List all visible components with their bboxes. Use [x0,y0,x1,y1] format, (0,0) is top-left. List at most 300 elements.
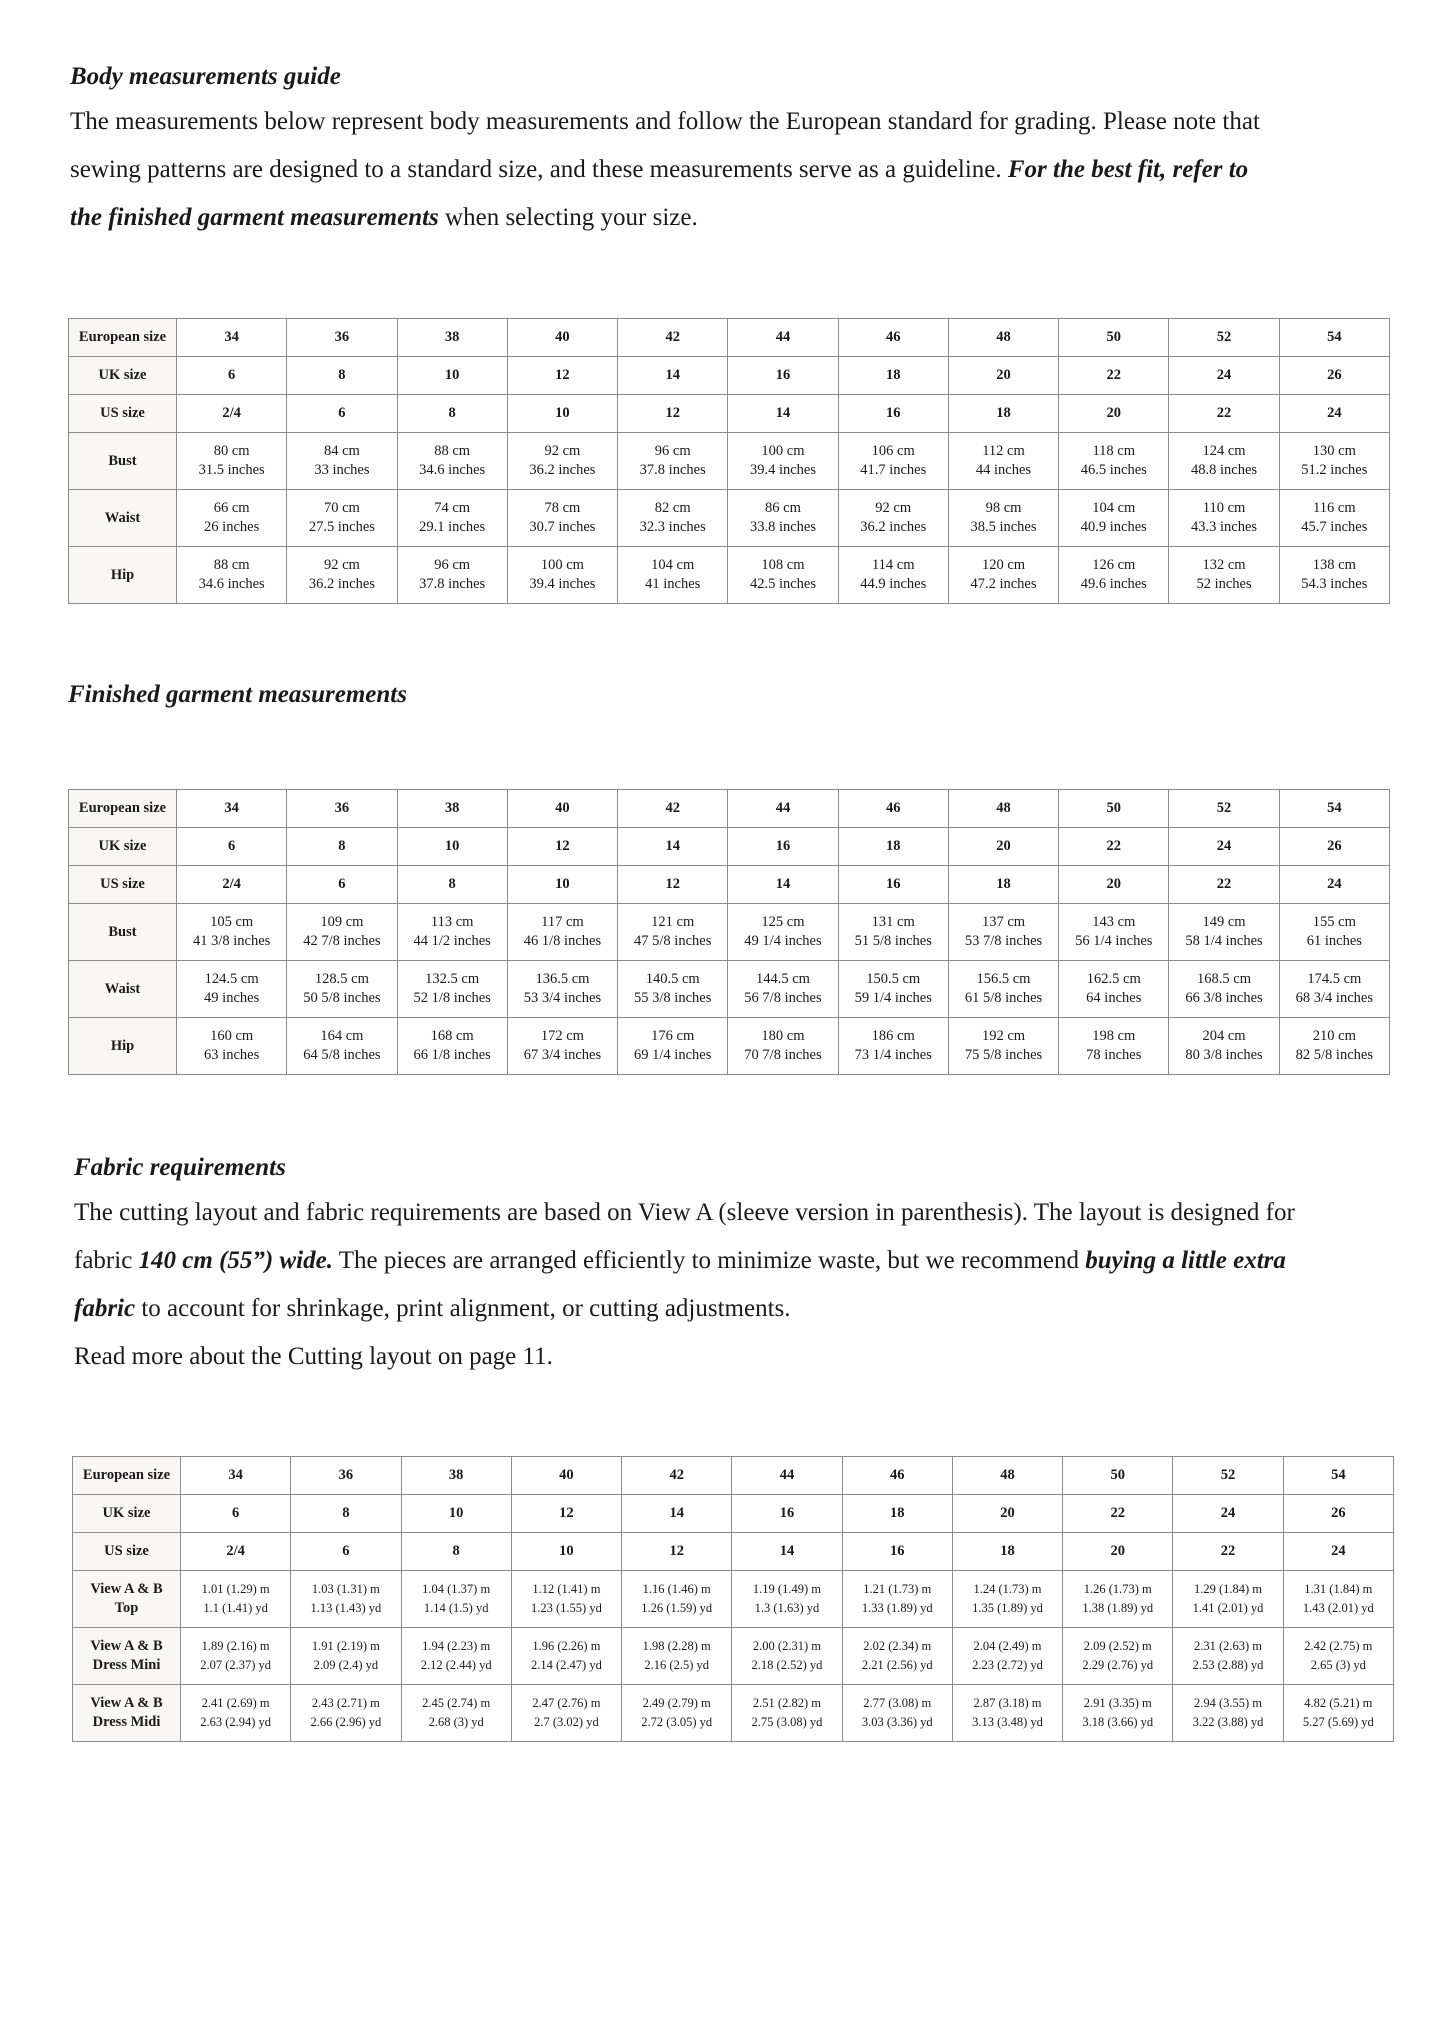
table-cell [397,961,507,1018]
table-cell [177,547,287,604]
cell-value: 144.5 cm [755,971,810,987]
table-cell [511,1495,621,1533]
table-cell [948,961,1058,1018]
body-guide-intro-line2: sewing patterns are designed to a standard size, and these measurements serve as a guideline. [70,156,1008,183]
table-cell [287,790,397,828]
cell-value: 160 cm [210,1028,254,1044]
table-cell [948,319,1058,357]
table-cell [838,395,948,433]
cell-value: 70 cm [323,500,360,516]
table-cell [1169,1018,1279,1075]
cell-value: 8 [448,405,456,421]
table-row [73,1685,1394,1742]
row-header-label: View A & B [90,1638,163,1654]
cell-value: 140.5 cm [645,971,700,987]
cell-value: 53 3/4 inches [523,990,602,1006]
cell-value: 4.82 (5.21) m [1304,1696,1373,1710]
table-cell [728,395,838,433]
table-cell [838,1018,948,1075]
row-header-label: US size [100,405,145,421]
cell-value: 124 cm [1202,443,1246,459]
cell-value: 2.75 (3.08) yd [751,1715,823,1729]
table-cell [177,790,287,828]
cell-value: 68 3/4 inches [1295,990,1373,1006]
body-guide-intro-line3-emphasis: the finished garment measurements [70,204,439,231]
table-cell [1169,547,1279,604]
cell-value: 42 [669,1467,684,1483]
cell-value: 46 [885,329,901,345]
cell-value: 128.5 cm [314,971,369,987]
cell-value: 5.27 (5.69) yd [1302,1715,1374,1729]
table-cell [397,866,507,904]
cell-value: 32.3 inches [639,519,706,535]
cell-value: 10 [444,838,460,854]
table-cell [291,1495,401,1533]
cell-value: 1.35 (1.89) yd [972,1601,1043,1615]
row-header-label: Top [114,1600,139,1616]
table-cell [177,1018,287,1075]
fabric-extra-emphasis-cont: fabric [74,1295,136,1322]
cell-value: 51.2 inches [1301,462,1368,478]
body-guide-section [70,62,1400,242]
table-row [69,319,1390,357]
cell-value: 46 1/8 inches [523,933,602,949]
table-cell [1063,1685,1173,1742]
cell-value: 20 [996,367,1011,383]
table-cell [1059,1018,1169,1075]
cell-value: 39.4 inches [529,576,596,592]
row-header [69,904,177,961]
cell-value: 48.8 inches [1191,462,1258,478]
table-cell [287,395,397,433]
cell-value: 164 cm [320,1028,364,1044]
table-cell [181,1457,291,1495]
table-cell [838,490,948,547]
cell-value: 36.2 inches [860,519,927,535]
table-cell [732,1685,842,1742]
table-cell [622,1628,732,1685]
cell-value: 42 [665,800,680,816]
cell-value: 66 1/8 inches [413,1047,491,1063]
table-cell [177,357,287,395]
table-cell [728,433,838,490]
cell-value: 18 [996,405,1011,421]
cell-value: 58 1/4 inches [1185,933,1263,949]
cell-value: 2/4 [222,405,241,421]
table-cell [838,790,948,828]
table-cell [728,490,838,547]
cell-value: 8 [342,1505,350,1521]
table-row [69,866,1390,904]
cell-value: 14 [665,838,680,854]
table-cell [842,1457,952,1495]
cell-value: 6 [232,1505,240,1521]
table-row [73,1628,1394,1685]
table-cell [507,1018,617,1075]
cell-value: 2.53 (2.88) yd [1192,1658,1264,1672]
cell-value: 24 [1327,876,1342,892]
fabric-section [74,1153,1414,1381]
cell-value: 1.24 (1.73) m [973,1582,1042,1596]
cell-value: 1.96 (2.26) m [532,1639,601,1653]
table-cell [181,1685,291,1742]
cell-value: 10 [559,1543,574,1559]
cell-value: 26 [1327,838,1342,854]
cell-value: 20 [1000,1505,1015,1521]
table-cell [287,547,397,604]
cell-value: 1.98 (2.28) m [642,1639,711,1653]
cell-value: 52 inches [1196,576,1252,592]
table-cell [1063,1533,1173,1571]
table-cell [728,547,838,604]
cell-value: 20 [1110,1543,1125,1559]
cell-value: 2.72 (3.05) yd [641,1715,713,1729]
table-cell [1059,490,1169,547]
table-cell [1279,395,1389,433]
cell-value: 2.7 (3.02) yd [534,1715,599,1729]
table-cell [732,1495,842,1533]
table-cell [507,433,617,490]
table-cell [397,790,507,828]
table-cell [1173,1457,1283,1495]
cell-value: 2/4 [222,876,241,892]
row-header [73,1571,181,1628]
table-cell [622,1571,732,1628]
table-cell [1059,547,1169,604]
table-cell [1059,790,1169,828]
cell-value: 2.45 (2.74) m [422,1696,491,1710]
cell-value: 186 cm [871,1028,915,1044]
cell-value: 74 cm [434,500,471,516]
cell-value: 2.65 (3) yd [1310,1658,1366,1672]
table-cell [291,1533,401,1571]
cell-value: 1.14 (1.5) yd [423,1601,489,1615]
table-row [69,547,1390,604]
cell-value: 88 cm [213,557,250,573]
cell-value: 12 [555,367,570,383]
cell-value: 124.5 cm [204,971,259,987]
cell-value: 42.5 inches [749,576,816,592]
cell-value: 53 7/8 inches [964,933,1043,949]
table-cell [948,547,1058,604]
table-row [69,490,1390,547]
row-header [73,1495,181,1533]
cell-value: 36 [334,329,350,345]
cell-value: 20 [1106,876,1121,892]
cell-value: 61 inches [1306,933,1362,949]
table-cell [511,1533,621,1571]
table-cell [952,1628,1062,1685]
row-header [69,1018,177,1075]
row-header-label: European size [78,800,167,816]
cell-value: 114 cm [871,557,915,573]
table-cell [181,1571,291,1628]
cell-value: 8 [448,876,456,892]
table-cell [177,490,287,547]
cell-value: 132 cm [1202,557,1246,573]
table-cell [511,1628,621,1685]
cell-value: 2.00 (2.31) m [752,1639,821,1653]
table-cell [507,828,617,866]
table-cell [397,904,507,961]
cell-value: 2.66 (2.96) yd [310,1715,382,1729]
cell-value: 37.8 inches [419,576,486,592]
cell-value: 143 cm [1092,914,1136,930]
cell-value: 10 [555,405,570,421]
cell-value: 2.04 (2.49) m [973,1639,1042,1653]
table-cell [948,866,1058,904]
table-cell [177,319,287,357]
fabric-cutting-layout-note: Read more about the Cutting layout on page 11. [74,1343,553,1370]
table-cell [622,1685,732,1742]
cell-value: 40 [559,1467,574,1483]
table-cell [618,547,728,604]
cell-value: 59 1/4 inches [854,990,932,1006]
table-cell [842,1685,952,1742]
row-header [69,961,177,1018]
table-row [73,1571,1394,1628]
table-cell [507,547,617,604]
table-cell [507,961,617,1018]
cell-value: 38.5 inches [970,519,1037,535]
cell-value: 38 [448,1467,464,1483]
cell-value: 40.9 inches [1080,519,1147,535]
table-cell [842,1628,952,1685]
row-header [69,547,177,604]
row-header [73,1457,181,1495]
table-cell [1059,395,1169,433]
row-header [69,828,177,866]
cell-value: 92 cm [544,443,581,459]
table-cell [1279,319,1389,357]
table-cell [618,961,728,1018]
cell-value: 2.23 (2.72) yd [972,1658,1043,1672]
table-cell [1169,961,1279,1018]
cell-value: 44 [775,329,791,345]
cell-value: 78 inches [1086,1047,1142,1063]
table-cell [401,1685,511,1742]
cell-value: 1.26 (1.73) m [1083,1582,1152,1596]
table-cell [401,1533,511,1571]
cell-value: 180 cm [761,1028,805,1044]
row-header-label: Waist [104,509,141,526]
cell-value: 30.7 inches [529,519,596,535]
cell-value: 41 inches [645,576,701,592]
cell-value: 64 inches [1086,990,1142,1006]
cell-value: 168 cm [430,1028,474,1044]
table-cell [507,790,617,828]
row-header-label: UK size [98,838,147,854]
cell-value: 92 cm [323,557,360,573]
table-cell [287,828,397,866]
cell-value: 1.16 (1.46) m [642,1582,711,1596]
cell-value: 82 cm [654,500,691,516]
cell-value: 2/4 [226,1543,245,1559]
cell-value: 41 3/8 inches [192,933,271,949]
table-cell [948,904,1058,961]
cell-value: 22 [1220,1543,1236,1559]
cell-value: 44 [775,800,791,816]
cell-value: 8 [338,367,346,383]
table-cell [618,490,728,547]
table-cell [1279,490,1389,547]
cell-value: 168.5 cm [1197,971,1251,987]
cell-value: 149 cm [1202,914,1246,930]
row-header [69,790,177,828]
cell-value: 42 [665,329,680,345]
cell-value: 1.41 (2.01) yd [1192,1601,1264,1615]
cell-value: 46.5 inches [1080,462,1147,478]
table-cell [287,904,397,961]
cell-value: 22 [1106,367,1121,383]
cell-value: 96 cm [434,557,471,573]
table-cell [1063,1495,1173,1533]
cell-value: 104 cm [1092,500,1136,516]
table-cell [1279,547,1389,604]
cell-value: 50 [1106,800,1121,816]
row-header [73,1533,181,1571]
table-cell [507,490,617,547]
fabric-heading: Fabric requirements [74,1154,286,1181]
row-header [69,433,177,490]
cell-value: 138 cm [1312,557,1356,573]
cell-value: 172 cm [540,1028,584,1044]
table-cell [1169,319,1279,357]
table-cell [397,828,507,866]
cell-value: 2.68 (3) yd [428,1715,484,1729]
cell-value: 3.18 (3.66) yd [1082,1715,1154,1729]
cell-value: 1.91 (2.19) m [311,1639,380,1653]
table-cell [618,433,728,490]
row-header-label: Hip [110,566,135,583]
cell-value: 40 [555,329,570,345]
table-cell [838,319,948,357]
cell-value: 69 1/4 inches [634,1047,712,1063]
table-cell [397,357,507,395]
table-cell [948,433,1058,490]
cell-value: 1.23 (1.55) yd [531,1601,602,1615]
table-cell [177,828,287,866]
cell-value: 198 cm [1092,1028,1136,1044]
cell-value: 2.43 (2.71) m [311,1696,380,1710]
cell-value: 46 [885,800,901,816]
cell-value: 49 inches [204,990,260,1006]
table-cell [1283,1495,1393,1533]
row-header-label: UK size [98,367,147,383]
cell-value: 8 [338,838,346,854]
body-guide-heading: Body measurements guide [70,63,341,90]
cell-value: 24 [1216,838,1232,854]
cell-value: 121 cm [651,914,695,930]
table-cell [1279,1018,1389,1075]
table-cell [177,904,287,961]
table-cell [1283,1533,1393,1571]
table-cell [1169,828,1279,866]
table-cell [1169,904,1279,961]
cell-value: 34 [224,329,239,345]
table-cell [842,1533,952,1571]
table-cell [948,790,1058,828]
cell-value: 156.5 cm [976,971,1031,987]
cell-value: 108 cm [761,557,805,573]
table-cell [1063,1628,1173,1685]
table-cell [732,1628,842,1685]
table-cell [1279,961,1389,1018]
cell-value: 12 [665,876,680,892]
row-header-label: European size [78,329,167,345]
cell-value: 2.02 (2.34) m [863,1639,932,1653]
table-cell [291,1628,401,1685]
cell-value: 10 [555,876,570,892]
cell-value: 52 [1220,1467,1236,1483]
cell-value: 130 cm [1312,443,1356,459]
table-cell [732,1571,842,1628]
table-cell [618,904,728,961]
table-cell [1173,1685,1283,1742]
row-header-label: UK size [102,1505,151,1521]
cell-value: 1.38 (1.89) yd [1082,1601,1154,1615]
cell-value: 33.8 inches [749,519,816,535]
cell-value: 2.47 (2.76) m [532,1696,601,1710]
cell-value: 1.94 (2.23) m [422,1639,491,1653]
table-cell [287,319,397,357]
table-cell [287,433,397,490]
table-cell [291,1685,401,1742]
cell-value: 48 [996,800,1011,816]
cell-value: 2.18 (2.52) yd [751,1658,823,1672]
table-cell [1173,1533,1283,1571]
cell-value: 54 [1327,329,1342,345]
table-cell [401,1628,511,1685]
cell-value: 100 cm [761,443,805,459]
body-guide-intro [70,98,1400,242]
cell-value: 34 [228,1467,243,1483]
table-cell [181,1495,291,1533]
cell-value: 56 7/8 inches [744,990,822,1006]
cell-value: 6 [342,1543,350,1559]
table-row [69,828,1390,866]
cell-value: 82 5/8 inches [1295,1047,1373,1063]
table-cell [291,1571,401,1628]
table-cell [1283,1628,1393,1685]
table-cell [618,395,728,433]
table-cell [397,490,507,547]
row-header-label: Dress Midi [92,1714,161,1730]
cell-value: 1.1 (1.41) yd [203,1601,268,1615]
cell-value: 2.16 (2.5) yd [644,1658,709,1672]
table-cell [728,866,838,904]
cell-value: 116 cm [1313,500,1356,516]
cell-value: 50 [1106,329,1121,345]
cell-value: 109 cm [320,914,364,930]
cell-value: 1.19 (1.49) m [752,1582,821,1596]
cell-value: 3.22 (3.88) yd [1192,1715,1264,1729]
table-cell [948,395,1058,433]
row-header-label: European size [82,1467,171,1483]
cell-value: 44 1/2 inches [413,933,491,949]
cell-value: 86 cm [765,500,801,516]
cell-value: 1.33 (1.89) yd [861,1601,933,1615]
table-cell [287,961,397,1018]
table-cell [622,1457,732,1495]
table-cell [1063,1457,1173,1495]
cell-value: 16 [779,1505,795,1521]
table-cell [401,1457,511,1495]
row-header-label: Hip [110,1037,135,1054]
cell-value: 26 inches [204,519,260,535]
cell-value: 44.9 inches [860,576,927,592]
cell-value: 22 [1216,876,1232,892]
